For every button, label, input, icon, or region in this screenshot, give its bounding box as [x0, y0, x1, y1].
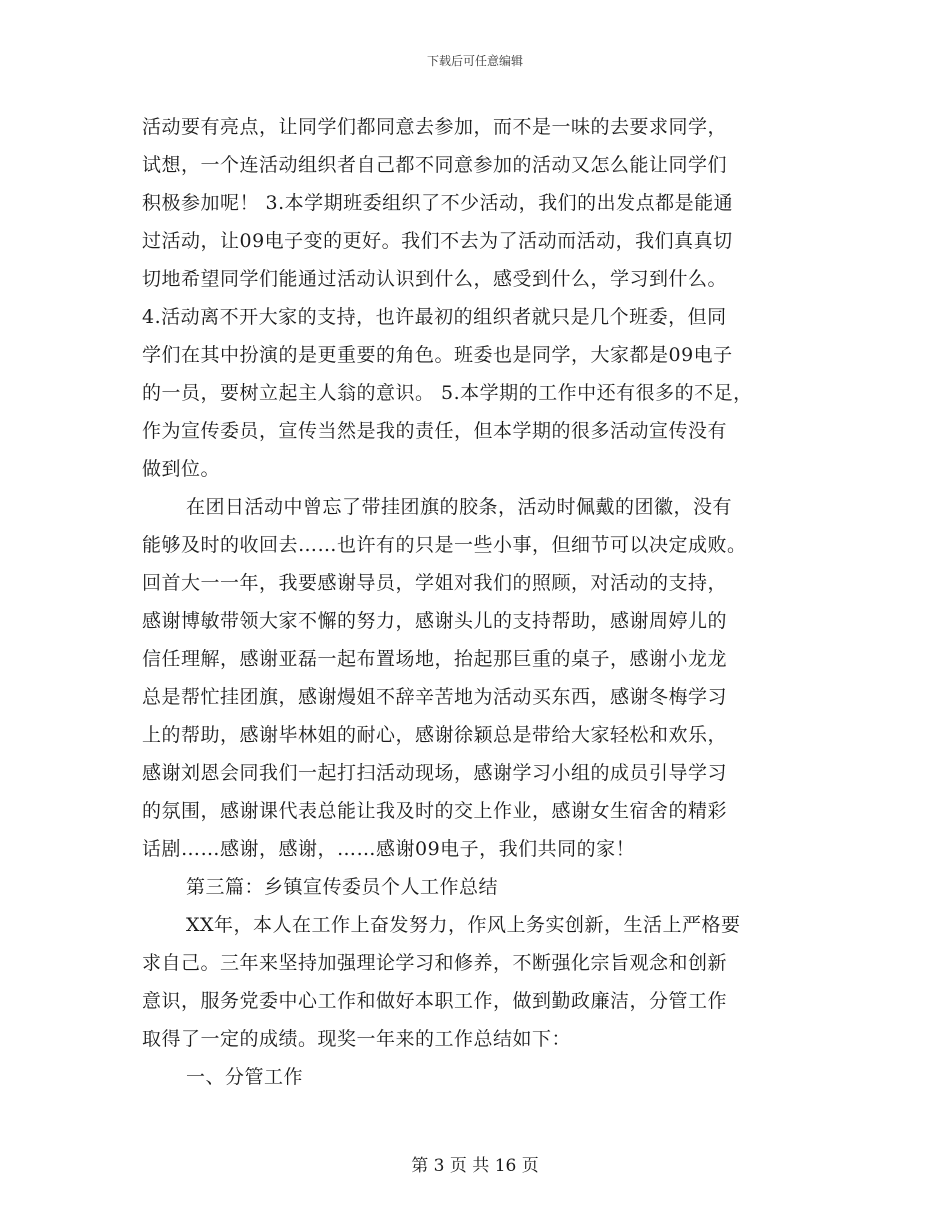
text-line: 试想，一个连活动组织者自己都不同意参加的活动又怎么能让同学们 — [142, 154, 728, 176]
text-line: 的一员，要树立起主人翁的意识。 5.本学期的工作中还有很多的不足， — [142, 382, 753, 404]
document-body — [142, 108, 812, 1096]
text-line: 话剧……感谢，感谢，……感谢09电子，我们共同的家！ — [142, 838, 636, 860]
text-line: 做到位。 — [142, 458, 221, 480]
text-line: 能够及时的收回去……也许有的只是一些小事，但细节可以决定成败。 — [142, 534, 747, 556]
text-line: 意识，服务党委中心工作和做好本职工作，做到勤政廉洁，分管工作 — [142, 990, 728, 1012]
subsection-heading: 一、分管工作 — [186, 1066, 304, 1088]
text-line: 的氛围，感谢课代表总能让我及时的交上作业，感谢女生宿舍的精彩 — [142, 800, 728, 822]
text-line: 作为宣传委员，宣传当然是我的责任，但本学期的很多活动宣传没有 — [142, 420, 728, 442]
page-header-note: 下载后可任意编辑 — [426, 54, 523, 68]
text-line: 过活动，让09电子变的更好。我们不去为了活动而活动，我们真真切 — [142, 230, 733, 252]
text-line: 求自己。三年来坚持加强理论学习和修养，不断强化宗旨观念和创新 — [142, 952, 728, 974]
paragraph-start-line: 在团日活动中曾忘了带挂团旗的胶条，活动时佩戴的团徽，没有 — [186, 496, 733, 518]
text-line: 活动要有亮点，让同学们都同意去参加，而不是一味的去要求同学， — [142, 116, 728, 138]
text-line: 感谢刘恩会同我们一起打扫活动现场，感谢学习小组的成员引导学习 — [142, 762, 728, 784]
text-line: 切地希望同学们能通过活动认识到什么，感受到什么，学习到什么。 — [142, 268, 728, 290]
text-line: 取得了一定的成绩。现奖一年来的工作总结如下： — [142, 1028, 572, 1050]
section-heading: 第三篇：乡镇宣传委员个人工作总结 — [186, 876, 499, 898]
paragraph-start-line: XX年，本人在工作上奋发努力，作风上务实创新，生活上严格要 — [186, 914, 741, 936]
page-number: 第 3 页 共 16 页 — [411, 1156, 539, 1176]
text-line: 积极参加呢！ 3.本学期班委组织了不少活动，我们的出发点都是能通 — [142, 192, 734, 214]
text-line: 感谢博敏带领大家不懈的努力，感谢头儿的支持帮助，感谢周婷儿的 — [142, 610, 728, 632]
text-line: 回首大一一年，我要感谢导员，学姐对我们的照顾，对活动的支持， — [142, 572, 728, 594]
text-line: 总是帮忙挂团旗，感谢熳姐不辞辛苦地为活动买东西，感谢冬梅学习 — [142, 686, 728, 708]
text-line: 学们在其中扮演的是更重要的角色。班委也是同学，大家都是09电子 — [142, 344, 733, 366]
text-line: 上的帮助，感谢毕林姐的耐心，感谢徐颖总是带给大家轻松和欢乐， — [142, 724, 728, 746]
text-line: 4.活动离不开大家的支持，也许最初的组织者就只是几个班委，但同 — [142, 306, 727, 328]
text-line: 信任理解，感谢亚磊一起布置场地，抬起那巨重的桌子，感谢小龙龙 — [142, 648, 728, 670]
